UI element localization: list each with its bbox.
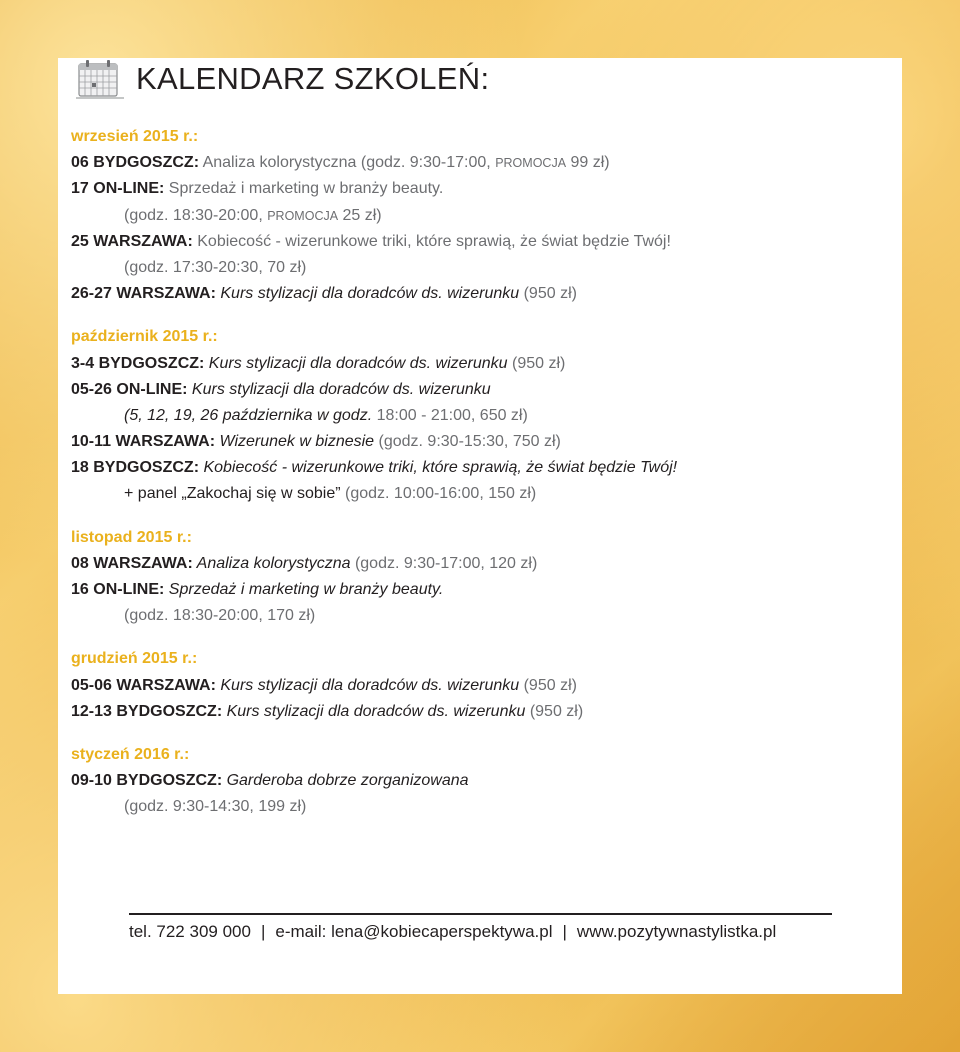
list-item-detail: (5, 12, 19, 26 października w godz. 18:00 - 21:00, 650 zł) xyxy=(124,406,528,424)
month-heading: październik 2015 r.: xyxy=(71,328,218,346)
footer-contact xyxy=(129,922,849,942)
schedule xyxy=(71,124,831,821)
list-item: 08 WARSZAWA: Analiza kolorystyczna (godz. 9:30-17:00, 120 zł) xyxy=(71,554,538,572)
list-item: 16 ON-LINE: Sprzedaż i marketing w branży beauty. xyxy=(71,581,444,598)
list-item-detail: + panel „Zakochaj się w sobie” (godz. 10:00-16:00, 150 zł) xyxy=(124,485,537,503)
list-item: 12-13 BYDGOSZCZ: Kurs stylizacji dla doradców ds. wizerunku (950 zł) xyxy=(71,702,584,720)
email-link[interactable]: e-mail: lena@kobiecaperspektywa.pl xyxy=(275,922,553,941)
list-item: 10-11 WARSZAWA: Wizerunek w biznesie (godz. 9:30-15:30, 750 zł) xyxy=(71,433,561,451)
header xyxy=(76,58,489,100)
list-item-detail: (godz. 18:30-20:00, PROMOCJA 25 zł) xyxy=(124,206,382,224)
list-item-detail: (godz. 18:30-20:00, 170 zł) xyxy=(124,607,316,625)
month-heading: wrzesień 2015 r.: xyxy=(71,128,199,145)
footer-divider xyxy=(129,913,832,915)
list-item: 05-26 ON-LINE: Kurs stylizacji dla doradców ds. wizerunku xyxy=(71,380,491,398)
list-item: 17 ON-LINE: Sprzedaż i marketing w branży beauty. xyxy=(71,180,444,198)
website-link[interactable]: www.pozytywnastylistka.pl xyxy=(576,922,777,941)
phone-text[interactable]: tel. 722 309 000 xyxy=(129,922,251,941)
month-heading: grudzień 2015 r.: xyxy=(71,650,198,668)
list-item: 06 BYDGOSZCZ: Analiza kolorystyczna (godz. 9:30-17:00, PROMOCJA 99 zł) xyxy=(71,154,610,172)
separator: | xyxy=(562,922,567,941)
list-item: 3-4 BYDGOSZCZ: Kurs stylizacji dla doradców ds. wizerunku (950 zł) xyxy=(71,354,566,372)
separator: | xyxy=(260,922,266,941)
list-item-detail: (godz. 9:30-14:30, 199 zł) xyxy=(124,798,307,816)
list-item-detail: (godz. 17:30-20:30, 70 zł) xyxy=(124,258,307,276)
month-heading: listopad 2015 r.: xyxy=(71,528,192,546)
list-item: 05-06 WARSZAWA: Kurs stylizacji dla doradców ds. wizerunku (950 zł) xyxy=(71,676,577,694)
list-item: 26-27 WARSZAWA: Kurs stylizacji dla doradców ds. wizerunku (950 zł) xyxy=(71,285,577,303)
calendar-icon xyxy=(76,58,124,100)
month-heading: styczeń 2016 r.: xyxy=(71,745,190,763)
list-item: 25 WARSZAWA: Kobiecość - wizerunkowe triki, które sprawią, że świat będzie Twój! xyxy=(71,232,671,250)
list-item: 09-10 BYDGOSZCZ: Garderoba dobrze zorganizowana xyxy=(71,772,469,790)
list-item: 18 BYDGOSZCZ: Kobiecość - wizerunkowe triki, które sprawią, że świat będzie Twój! xyxy=(71,459,678,477)
page-title: KALENDARZ SZKOLEŃ: xyxy=(136,61,490,96)
